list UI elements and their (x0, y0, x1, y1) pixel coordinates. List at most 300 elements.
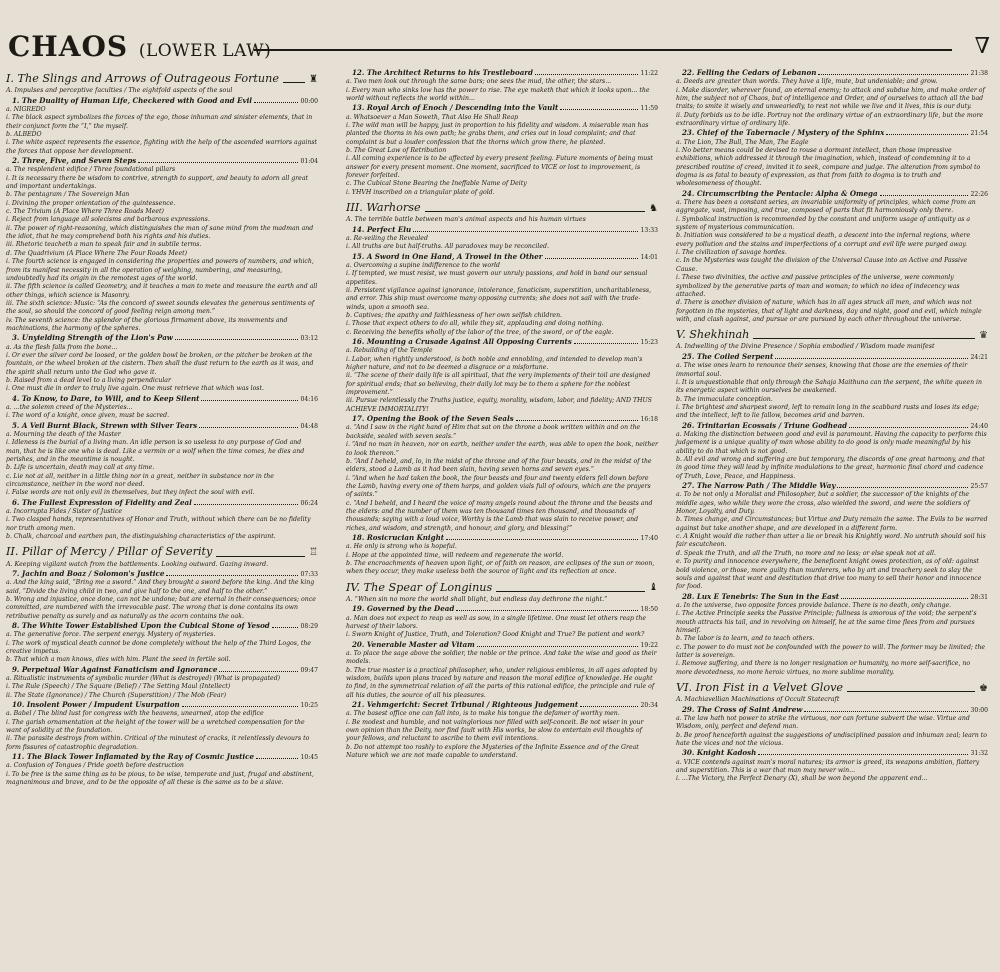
section-roman: VI. (676, 681, 693, 695)
outline-item: a. Man does not expect to reap as well as sow, in a single lifetime. One must let others reap the harvest of their labors. (346, 614, 647, 630)
outline-item: a. And the king said, “Bring me a sword.” And they brought a sword before the king. And the king said, “Divide the living child in two, and give half to the one, and half to the other.” (6, 579, 315, 595)
chess-piece-icon: ♛ (979, 329, 988, 341)
outline-item: a. Making the distinction between good and evil is paramount. Having the capacity to perform this judgement is a unique quality of man whose ability to do good is only made meaningful by his ability to do that which is not good. (676, 430, 987, 455)
track-number: 15. (352, 251, 365, 261)
track-name: Venerable Master ad Vitam (366, 639, 475, 649)
track-timestamp: 14:01 (640, 253, 658, 261)
title-text: CHAOS (8, 30, 129, 63)
outline-item: b. The immaculate conception. (676, 395, 773, 403)
outline-item: a. To place the sage above the soldier, the noble or the prince. And take the wise and good as their models. (346, 649, 657, 666)
track-entry (12, 156, 318, 166)
track-timestamp: 15:23 (640, 339, 658, 347)
track-timestamp: 10:25 (300, 702, 318, 710)
outline-item: a. Incorrupta Fides / Sister of Justice (6, 508, 123, 516)
track-title (352, 103, 558, 113)
section-heading (6, 544, 318, 559)
section-heading (676, 680, 988, 695)
track-number: 3. (12, 333, 20, 343)
outline-item: a. Overcoming a supine indifference to the world (346, 261, 500, 269)
track-name: Perfect Elu (366, 224, 412, 234)
track-timestamp: 04:48 (300, 422, 318, 430)
outline-subitem: i. Remove suffering, and there is no longer resignation or humanity, no more self-sacrifice, no more devotedness, no more heroic virtues, no more sublime morality. (676, 660, 971, 676)
section-subtitle: A. The terrible battle between man's animal aspects and his human virtues (346, 216, 586, 224)
track-entry (682, 748, 988, 758)
section-title (676, 327, 749, 342)
outline-subitem: i. Make disorder, wherever found, an eternal enemy; to attack and subdue him, and make order of him, the subject not of Chaos, but of intelligence and Order, and of ourselves to attach all the bad traits; to smite it wisely and unweariedly, to rest not while we live and it lives, this is our duty. (676, 86, 985, 111)
track-timestamp: 24:40 (970, 422, 988, 430)
track-entry (682, 421, 988, 431)
outline-item: a. VICE contends against man's moral natures; its armor is greed, its weapons ambition, flattery and superstition. This is a war that man may never win... (676, 758, 980, 774)
track-name: Knight Kadosh (696, 748, 757, 758)
track-entry (682, 705, 988, 715)
track-entry (12, 333, 318, 343)
dot-leader (194, 504, 299, 505)
outline-item: a. “And I saw in the right hand of Him that sat on the throne a book written within and on the backside, sealed with seven seals.” (346, 424, 641, 440)
outline-item: b. The encroachments of heaven upon light, or of faith on reason, are eclipses of the sun or moon, when they occur, they make useless both the source of light and its reflection at once. (346, 560, 655, 576)
outline-item: b. Times change, and Circumstances; but Virtue and Duty remain the same. The Evils to be warred against but take another shape, and are developed in a different form. (676, 516, 988, 532)
track-number: 21. (352, 700, 365, 710)
track-entry (352, 337, 658, 347)
outline-subitem: i. The work of mystical death cannot be done completely without the help of the Third Logos, the creative impetus. (6, 639, 312, 656)
track-number: 22. (682, 68, 695, 77)
dot-leader (182, 706, 299, 707)
outline-item: a. In the universe, two opposite forces provide balance. There is no death, only change. (676, 601, 952, 609)
outline-subitem: i. YHVH inscribed on a triangular plate of gold. (346, 188, 495, 196)
dot-leader (254, 102, 298, 103)
column-left (6, 68, 318, 787)
track-entry (12, 421, 318, 431)
track-timestamp: 01:04 (300, 157, 318, 165)
outline-item: a. As the flesh falls from the bone... (6, 343, 118, 351)
outline-subitem: i. To be free is the same thing as to be pious, to be wise, temperate and just, frugal and abstinent, magnanimous and brave, and to be the opposite of all these is the same as to be a slave. (6, 770, 314, 786)
track-entry (682, 481, 988, 491)
track-name: The Duality of Human Life, Checkered with Good and Evil (21, 95, 253, 105)
section-rule (283, 82, 305, 83)
track-entry (682, 352, 988, 362)
track-name: The Black Tower Inflamated by the Ray of Cosmic Justice (26, 752, 254, 762)
dot-leader (545, 258, 639, 259)
track-entry (12, 621, 318, 631)
track-timestamp: 28:31 (970, 593, 988, 601)
outline-item: d. The Quadrivium (A Place Where The Four Roads Meet) (6, 249, 188, 257)
outline-subitem: ii. Persistent vigilance against ignorance, intolerance, fanaticism, superstition, uncharitableness, and error. This ship must overcome many opposing currents; she does not sail with the trade-winds, upon a smooth sea. (346, 286, 652, 311)
track-title (12, 333, 173, 343)
dot-leader (849, 427, 968, 428)
outline-subitem: i. All truths are but half-truths. All paradoxes may be reconciled. (346, 243, 549, 251)
track-entry (12, 665, 318, 675)
track-timestamp: 09:47 (300, 666, 318, 674)
track-entry (682, 68, 988, 78)
track-title (12, 156, 136, 166)
track-number: 1. (12, 95, 20, 105)
section-roman: III. (346, 201, 363, 215)
outline-subitem: i. The black aspect symbolizes the forces of the ego, those inhuman and sinister elements, that in their conjunct form the “I,” the myself. (6, 114, 313, 130)
outline-item: b. Chalk, charcoal and earthen pan, the distinguishing characteristics of the aspirant. (6, 533, 276, 541)
dot-leader (775, 358, 968, 359)
track-name: Opening the Book of the Seven Seals (366, 414, 514, 424)
track-timestamp: 08:29 (300, 623, 318, 631)
outline-item: a. Mourning the death of the Master (6, 430, 121, 438)
outline-item: b. Wrong and injustice, once done, can not be undone; but are eternal in their consequences; once committed, are numbered with the irrevocable past. The wrong that is done contains its own retributive penalty as surely and as naturally as the acorn contains the oak. (6, 596, 316, 620)
track-number: 14. (352, 224, 365, 234)
track-entry (352, 414, 658, 424)
track-entry (352, 103, 658, 113)
outline-item: b. The labor is to learn, and to teach others. (676, 635, 815, 643)
section-title (346, 580, 492, 595)
track-number: 12. (352, 68, 365, 77)
outline-item: a. Whatsoever a Man Soweth, That Also He Shall Reap (346, 113, 519, 121)
track-title (682, 748, 756, 758)
dot-leader (837, 487, 968, 488)
outline-item: b. ALBEDO (6, 130, 42, 138)
track-number: 19. (352, 604, 365, 614)
track-timestamp: 00:00 (300, 97, 318, 105)
track-number: 27. (682, 481, 695, 491)
track-name: A Veil Burnt Black, Strewn with Silver Tears (21, 420, 198, 430)
track-name: Chief of the Tabernacle / Mystery of the Sphinx (696, 128, 885, 138)
track-name: Three, Five, and Seven Steps (21, 155, 137, 165)
dot-leader (272, 627, 299, 628)
track-title (352, 533, 444, 543)
section-roman: IV. (346, 580, 361, 594)
section-subtitle: A. Indwelling of the Divine Presence / Sophia embodied / Wisdom made manifest (676, 343, 935, 351)
track-timestamp: 13:33 (640, 226, 658, 234)
track-timestamp: 24:21 (970, 353, 988, 361)
outline-subitem: i. Divining the proper orientation of the quintessence. (6, 199, 176, 207)
page-title (8, 30, 271, 63)
track-number: 30. (682, 748, 695, 758)
outline-subitem: i. “And no man in heaven, nor on earth, neither under the earth, was able to open the book, neither to look thereon.” (346, 441, 658, 457)
section-title (346, 200, 421, 215)
outline-subitem: ii. “The scene of their daily life is all spiritual, that the very implements of their toil are designed for spiritual ends; that so believing, their daily lot may be to them a sphere for the noblest improvement.” (346, 372, 651, 397)
outline-item: c. Receiving the benefits wholly of the labor of the tree, of the sword, or of the eagle. (346, 328, 614, 336)
dot-leader (535, 74, 638, 75)
outline-subitem: ii. The State (Ignorance) / The Church (Superstition) / The Mob (Fear) (6, 691, 226, 699)
track-number: 24. (682, 188, 695, 198)
track-entry (352, 604, 658, 614)
track-title (352, 252, 543, 262)
section-name: Warhorse (366, 201, 421, 215)
track-title (12, 665, 217, 675)
dot-leader (456, 610, 638, 611)
track-number: 9. (12, 664, 20, 674)
track-number: 17. (352, 414, 365, 424)
track-title (682, 352, 773, 362)
track-timestamp: 11:22 (640, 70, 658, 77)
track-timestamp: 11:59 (640, 105, 658, 113)
section-rule (753, 338, 975, 339)
outline-subitem: i. False words are not only evil in themselves, but they infect the soul with evil. (6, 489, 255, 497)
track-title (682, 421, 847, 431)
track-title (12, 569, 164, 579)
track-timestamp: 17:40 (640, 535, 658, 543)
outline-subitem: i. If tempted, we must resist, we must govern our unruly passions, and hold in band our sensual appetites. (346, 270, 648, 286)
outline-item: b. Initiation was considered to be a mystical death, a descent into the infernal regions, where every pollution and the stains and imperfections of a corrupt and evil life were purged away. (676, 232, 971, 248)
track-entry (352, 252, 658, 262)
dot-leader (574, 343, 639, 344)
dot-leader (886, 134, 968, 135)
triangle-icon: ∇ (974, 34, 990, 59)
header-bar (8, 30, 992, 64)
track-name: Governed by the Dead (366, 604, 455, 614)
section-title (676, 680, 843, 695)
outline-item: a. Babel / The blind lust for congress with the heavens, unearned, atop the edifice (6, 710, 264, 718)
track-timestamp: 22:26 (970, 190, 988, 198)
outline-subitem: ii. The power of right-reasoning, which distinguishes the man of sane mind from the madman and the idiot, that he may comprehend both his rights and his duties. (6, 224, 314, 241)
outline-subitem: i. One must die in order to truly live again. One must retrieve that which was lost. (6, 385, 264, 393)
section-heading (6, 71, 318, 86)
outline-item: a. NIGREDO (6, 105, 46, 113)
outline-subitem: i. The civilization of savage hordes. (676, 249, 787, 257)
track-name: The Coiled Serpent (696, 351, 774, 361)
dot-leader (413, 231, 638, 232)
dot-leader (841, 598, 968, 599)
outline-subitem: iv. The seventh science: the splendor of the glorious firmament above, its movements and machinations, the harmony of the spheres. (6, 316, 288, 333)
chess-piece-icon: ♖ (309, 547, 318, 559)
outline-subitem: i. Every man who sinks low has the power to rise. The eye maketh that which it looks upon... the world without reflects the world within... (346, 86, 650, 102)
outline-item: b. The pentagram / The Sovereign Man (6, 191, 130, 199)
track-title (12, 394, 199, 404)
chess-piece-icon: ♜ (309, 73, 318, 85)
outline-subitem: iii. The sixth science: Music: “As the concord of sweet sounds elevates the generous sentiments of the soul, so should the concord of good feeling reign among men.” (6, 299, 315, 316)
dot-leader (818, 74, 968, 75)
track-name: To Know, to Dare, to Will, and to Keep Silent (21, 393, 200, 403)
dot-leader (580, 706, 638, 707)
track-title (682, 189, 878, 199)
section-subtitle: A. Machiavellian Machinations of Occult Statecraft (676, 696, 840, 704)
dot-leader (199, 427, 298, 428)
track-timestamp: 19:22 (640, 641, 658, 649)
section-name: The Slings and Arrows of Outrageous Fortune (17, 72, 279, 85)
section-subtitle: A. Impulses and perceptive faculties / The eightfold aspects of the soul (6, 87, 233, 95)
outline-item: b. All evil and wrong and suffering are but temporary, the discords of one great harmony, and that in good time they will lead by infinite modulations to the great, harmonic final chord and cadence of Truth, Love, Peace, and Happiness. (676, 456, 985, 480)
section-name: Shekhinah (689, 328, 750, 342)
track-name: Royal Arch of Enoch / Descending into the Vault (366, 103, 559, 113)
outline-subitem: i. The fourth science is engaged in considering the properties and powers of numbers, and which, from its manifest necessity in all the operation of weighing, numbering, and measuring, undoubtedly had its origin in the remotest ages of the world. (6, 258, 314, 282)
outline-subitem: i. The garish ornamentation at the height of the tower will be a wretched compensation for the want of solidity at the foundation. (6, 718, 305, 734)
outline-item: a. Re-veiling the Revealed (346, 234, 428, 242)
outline-subitem: i. All coming experience is to be affected by every present feeling. Future moments of being must answer for every present moment. One moment, sacrificed to VICE or lost to improvement, is forever forfeited. (346, 155, 653, 180)
track-entry (12, 498, 318, 508)
column-middle (346, 68, 658, 760)
outline-subitem: i. The brightest and sharpest sword, left to remain long in the scabbard rusts and loses its edge; and the intellect, left to lie fallow, becomes arid and barren. (676, 403, 980, 420)
outline-item: a. The Lion, The Bull, The Man, The Eagle (676, 138, 809, 146)
outline-item: c. Lie not at all, neither in a little thing nor in a great, neither in substance nor in the circumstance, neither in the word nor deed. (6, 472, 274, 489)
track-number: 10. (12, 700, 25, 710)
outline-item: a. ...the solemn creed of the Mysteries... (6, 403, 133, 411)
dot-leader (446, 539, 638, 540)
outline-subitem: i. It is necessary there be wisdom to contrive, strength to support, and beauty to adorn all great and important undertakings. (6, 174, 309, 190)
track-entry (352, 700, 658, 710)
track-title (682, 481, 835, 491)
outline-item: a. Rebuilding of the Temple (346, 347, 433, 355)
outline-item: b. Captives; the apathy and faithlessness of her own selfish children. (346, 312, 563, 320)
track-name: Perpetual War Against Fanaticism and Ignorance (21, 664, 218, 674)
track-timestamp: 25:57 (970, 483, 988, 491)
outline-subitem: i. Idleness is the burial of a living man. An idle person is so useless to any purpose of God and man, that he is like one who is dead. Like a vermin or a wolf when the time comes, he dies and perishes, and in the meantime is nought. (6, 439, 305, 463)
outline-subitem: i. Hope at the appointed time, will redeem and regenerate the world. (346, 551, 564, 559)
track-name: The Narrow Path / The Middle Way (696, 481, 836, 491)
outline-item: b. Be proof henceforth against the suggestions of undisciplined passion and inhuman zeal; learn to hate the vices and not the vicious. (676, 731, 987, 747)
track-timestamp: 16:18 (640, 416, 658, 424)
dot-leader (175, 339, 299, 340)
outline-item: c. In the Mysteries was taught the division of the Universal Cause into an Active and Passive Cause. (676, 257, 968, 273)
outline-subitem: i. Reject from language all solecisms and barbarous expressions. (6, 216, 210, 224)
track-name: Mounting a Crusade Against All Opposing Currents (366, 337, 572, 347)
track-title (352, 640, 475, 650)
outline-item: b. Raised from a dead level to a living perpendicular (6, 377, 171, 385)
track-number: 26. (682, 420, 695, 430)
track-timestamp: 20:34 (640, 702, 658, 710)
outline-item: c. “And I beheld, and I heard the voice of many angels round about the throne and the beasts and the elders: and the number of them was ten thousand times ten thousand, and thousands of thousands; saying with a loud voice, Worthy is the Lamb that was slain to receive power, and riches, and wisdom, and strength, and honour, and glory, and blessing!” (346, 499, 653, 532)
section-rule (847, 691, 975, 692)
track-entry (12, 752, 318, 762)
track-number: 2. (12, 155, 20, 165)
section-title (6, 544, 212, 559)
outline-item: a. The law hath not power to strike the virtuous, nor can fortune subvert the wise. Virtue and Wisdom, only, perfect and defend man. (676, 714, 970, 731)
track-number: 5. (12, 420, 20, 430)
dot-leader (560, 109, 638, 110)
track-entry (352, 533, 658, 543)
subtitle-text: (LOWER LAW) (138, 41, 272, 61)
track-number: 11. (12, 752, 25, 762)
track-name: Vehmgericht: Secret Tribunal / Righteous Judgement (366, 700, 579, 710)
track-timestamp: 10:45 (300, 754, 318, 762)
dot-leader (201, 400, 298, 401)
track-entry (682, 128, 988, 138)
outline-subitem: i. Symbolical instruction is recommended by the constant and uniform usage of antiquity as a system of mysterious communication. (676, 215, 971, 232)
outline-item: b. That which a man knows, dies with him. Plant the seed in fertile soil. (6, 656, 231, 664)
track-name: Jachin and Boaz / Solomon's Justice (21, 569, 165, 579)
outline-subitem: i. The word of a knight, once given, must be sacred. (6, 412, 170, 420)
track-timestamp: 21:38 (970, 70, 988, 77)
dot-leader (477, 646, 639, 647)
outline-subitem: i. The Active Principle seeks the Passive Principle; fullness is amorous of the void; the serpent's mouth attracts his tail, and in revolving on himself, he at the same time flees from and pursues himself. (676, 610, 977, 634)
track-name: Circumscribing the Pentacle: Alpha & Omega (696, 188, 878, 198)
section-roman: V. (676, 328, 686, 342)
track-name: Trinitarian Ecossais / Triune Godhead (696, 420, 848, 430)
track-name: Felling the Cedars of Lebanon (696, 68, 817, 77)
section-heading (346, 200, 658, 215)
outline-subitem: i. The Rule (Speech) / The Square (Belief) / The Setting Maul (Intellect) (6, 683, 231, 691)
track-entry (12, 394, 318, 404)
outline-item: c. The Trivium (A Place Where Three Roads Meet) (6, 208, 164, 215)
track-entry (352, 68, 658, 78)
section-rule (425, 211, 645, 212)
outline-subitem: i. Those that expect others to do all, while they sit, applauding and doing nothing. (346, 320, 604, 328)
track-number: 28. (682, 591, 695, 601)
track-timestamp: 03:12 (300, 335, 318, 343)
section-title (6, 71, 279, 86)
track-number: 20. (352, 639, 365, 649)
track-number: 29. (682, 704, 695, 714)
track-timestamp: 18:50 (640, 606, 658, 614)
track-entry (682, 189, 988, 199)
track-name: Lux E Tenebris: The Sun in the East (696, 591, 840, 601)
outline-item: a. The basest office one can fall into, is to make his tongue the defamer of worthy men. (346, 710, 620, 718)
dot-leader (138, 162, 298, 163)
outline-subitem: i. Two clasped hands, representatives of Honor and Truth, without which there can be no fidelity nor truth among men. (6, 516, 311, 532)
track-entry (12, 700, 318, 710)
outline-item: d. There is another division of nature, which has in all ages struck all men, and which was not forgotten in the mysteries, that of light and darkness, day and night, good and evil, which mingle with, and clash against, and pursue or are pursued by each other throughout the universe. (676, 299, 982, 323)
outline-item: a. Confusion of Tongues / Pride goeth before destruction (6, 762, 184, 770)
column-right (676, 68, 988, 784)
outline-subitem: i. Be modest and humble, and not vainglorious nor filled with self-conceit. Be not wiser in your own opinion than the Deity, nor find fault with His works, be slow to entertain evil thoughts of your fellows, and reluctant to ascribe to them evil intentions. (346, 718, 644, 743)
chess-piece-icon: ♝ (649, 582, 658, 594)
section-name: The Spear of Longinus (363, 580, 493, 594)
section-name: Iron Fist in a Velvet Glove (695, 681, 844, 695)
outline-item: d. Speak the Truth, and all the Truth, no more and no less; or else speak not at all. (676, 549, 936, 557)
track-title (352, 68, 533, 78)
dot-leader (516, 420, 639, 421)
track-number: 8. (12, 621, 20, 631)
outline-item: a. To be not only a Moralist and Philosopher, but a soldier, the successor of the knights of the middle ages, who while they wore the cross, also wielded the sword, and were the soldiers of Honor, Loyalty, and Duty. (676, 491, 970, 516)
outline-subitem: i. “And when he had taken the book, the four beasts and four and twenty elders fell down before the Lamb, having every one of them harps, and golden vials full of odours, which are the prayers of saints.” (346, 474, 651, 499)
outline-subitem: iii. Rhetoric teacheth a man to speak fair and in subtile terms. (6, 241, 202, 249)
track-entry (12, 96, 318, 106)
track-number: 6. (12, 497, 20, 507)
track-number: 25. (682, 351, 695, 361)
outline-subitem: i. ...The Victory, the Perfect Denary (X), shall be won beyond the apparent end... (676, 775, 928, 783)
track-title (352, 700, 578, 710)
section-roman: I. (6, 72, 14, 85)
track-title (12, 752, 254, 762)
section-rule (496, 591, 645, 592)
track-number: 4. (12, 393, 20, 403)
section-roman: II. (6, 545, 19, 559)
section-rule (216, 556, 305, 557)
track-name: Rosicrucian Knight (366, 533, 445, 543)
outline-subitem: i. Sworn Knight of Justice, Truth, and Toleration? Good Knight and True? Be patient and work? (346, 631, 645, 639)
outline-item: a. The resplendent edifice / Three foundational pillars (6, 166, 176, 174)
track-name: Insolent Power / Impudent Usurpation (26, 700, 180, 710)
track-entry (682, 592, 988, 602)
outline-item: a. He only is strong who is hopeful. (346, 543, 457, 551)
track-timestamp: 21:54 (970, 130, 988, 138)
track-title (352, 414, 514, 424)
outline-subitem: i. These two divinities, the active and passive principles of the universe, were commonly symbolized by the generative parts of man and woman; to which no idea of indecency was attached. (676, 274, 960, 298)
track-title (12, 621, 270, 631)
outline-item: b. The true master is a practical philosopher, who, under religious emblems, in all ages adopted by wisdom, builds upon plans traced by nature and reason the moral edifice of knowledge. He ought to find, in the symmetrical relation of all the parts of this rational edifice, the principle and rule of all his duties, the source of all his pleasures. (346, 666, 658, 699)
track-timestamp: 07:33 (300, 571, 318, 579)
track-title (12, 421, 197, 431)
outline-subitem: ii. The parasite destroys from within. Critical of the minutest of cracks, it relentlessly devours to form fissures of catastrophic degradation. (6, 735, 310, 751)
outline-item: b. Do not attempt too rashly to explore the Mysteries of the Infinite Essence and of the Great Nature which we are not made capable to understand. (346, 743, 639, 760)
track-title (682, 128, 884, 138)
track-name: The Fullest Expression of Fidelity and Zeal (21, 497, 192, 507)
track-name: The White Tower Established Upon the Cubical Stone of Yesod (21, 621, 270, 631)
section-subtitle: A. “When sin no more the world shall blight, but endless day dethrone the night.” (346, 595, 608, 603)
outline-subitem: i. It is unquestionable that only through the Sahaja Maithuna can the serpent, the white queen in its energetic aspect within ourselves be awakened. (676, 378, 983, 395)
dot-leader (219, 671, 298, 672)
dot-leader (166, 575, 298, 576)
section-subtitle: A. Keeping vigilant watch from the battlements. Looking outward. Gazing inward. (6, 560, 269, 568)
outline-item: a. Deeds are greater than words. They have a life, mute, but undeniable; and grow. (676, 78, 938, 86)
outline-subitem: i. The white aspect represents the essence, fighting with the help of the ascended warriors against the forces that oppose her development. (6, 139, 318, 155)
chess-piece-icon: ♞ (649, 202, 658, 214)
track-title (12, 498, 192, 508)
track-timestamp: 04:16 (300, 395, 318, 403)
outline-subitem: ii. The fifth science is called Geometry, and it teaches a man to mete and measure the earth and all other things, which science is Masonry. (6, 283, 318, 299)
chess-piece-icon: ♚ (979, 682, 988, 694)
dot-leader (758, 754, 968, 755)
track-title (682, 592, 839, 602)
outline-subitem: i. No better means could be devised to rouse a dormant intellect, than those impressive exhibitions, which addressed it through the imagination, which, instead of condemning it to a prescribed routine of creed, invited it to seek, compare and judge. The alteration from symbol to dogma is as fatal to beauty of expression, as that from faith to dogma is to truth and wholesomeness of thought. (676, 146, 981, 188)
outline-item: c. A Knight would die rather than utter a lie or break his Knightly word. No untruth should soil his fair escutcheon. (676, 533, 986, 549)
track-title (352, 337, 572, 347)
dot-leader (804, 711, 968, 712)
section-heading (346, 580, 658, 595)
